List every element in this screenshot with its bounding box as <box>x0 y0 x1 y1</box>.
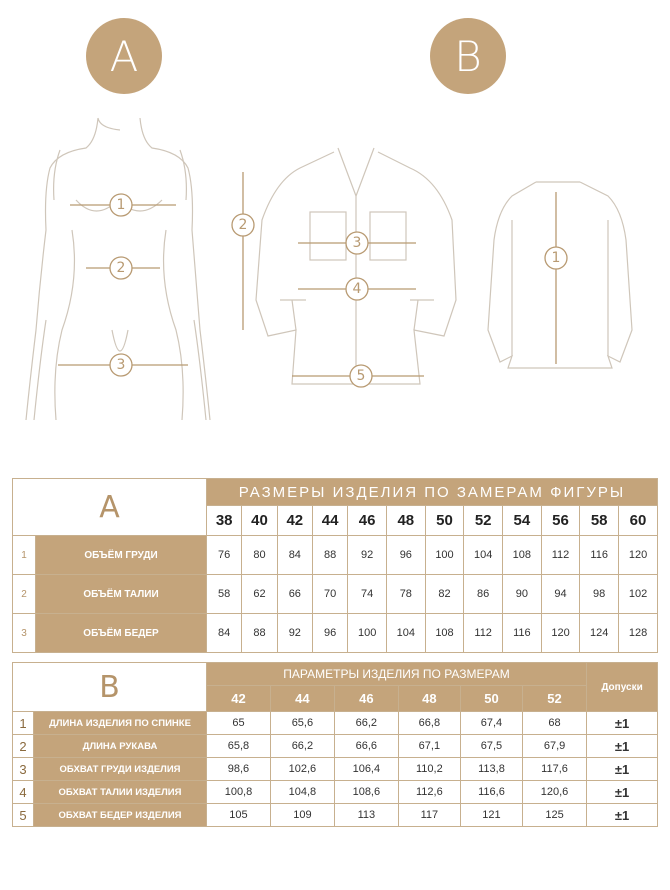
shirt-back-illustration <box>488 182 632 368</box>
table-cell: 66,6 <box>334 735 398 758</box>
table-cell: 74 <box>348 575 387 614</box>
table-garment-parameters <box>12 662 658 827</box>
svg-text:1: 1 <box>116 197 126 213</box>
table-cell: 116 <box>580 536 619 575</box>
table-a-title: РАЗМЕРЫ ИЗДЕЛИЯ ПО ЗАМЕРАМ ФИГУРЫ <box>207 479 658 506</box>
table-body-measurements <box>12 478 658 653</box>
table-cell: 66,2 <box>270 735 334 758</box>
shirt-front-marker-2 <box>232 214 254 236</box>
table-cell: 84 <box>277 536 312 575</box>
table-cell: 108 <box>425 614 464 653</box>
table-cell: 80 <box>242 536 277 575</box>
tolerance-cell: ±1 <box>587 804 658 827</box>
table-cell: 116 <box>503 614 542 653</box>
shirt-back-marker-1 <box>545 247 567 269</box>
size-header: 44 <box>312 506 347 536</box>
table-cell: 106,4 <box>334 758 398 781</box>
table-cell: 117,6 <box>523 758 587 781</box>
table-cell: 120 <box>619 536 658 575</box>
shirt-front-marker-3 <box>346 232 368 254</box>
size-header: 58 <box>580 506 619 536</box>
table-cell: 66,2 <box>334 712 398 735</box>
row-number: 4 <box>13 781 34 804</box>
table-cell: 90 <box>503 575 542 614</box>
shirt-front-illustration <box>256 148 456 384</box>
table-row <box>13 735 658 758</box>
table-cell: 120,6 <box>523 781 587 804</box>
table-cell: 105 <box>207 804 271 827</box>
svg-text:4: 4 <box>352 281 362 297</box>
table-row <box>13 804 658 827</box>
size-header: 50 <box>460 686 522 712</box>
size-header: 52 <box>523 686 587 712</box>
size-header: 42 <box>207 686 271 712</box>
table-cell: 98,6 <box>207 758 271 781</box>
size-header: 48 <box>398 686 460 712</box>
tolerance-cell: ±1 <box>587 735 658 758</box>
body-marker-2 <box>110 257 132 279</box>
size-header: 46 <box>334 686 398 712</box>
table-cell: 66 <box>277 575 312 614</box>
row-number: 3 <box>13 758 34 781</box>
tolerance-header: Допуски <box>587 663 658 712</box>
row-label: ОБХВАТ ТАЛИИ ИЗДЕЛИЯ <box>34 781 207 804</box>
table-cell: 94 <box>541 575 580 614</box>
table-cell: 58 <box>207 575 242 614</box>
table-cell: 117 <box>398 804 460 827</box>
row-number: 3 <box>13 614 36 653</box>
row-number: 1 <box>13 536 36 575</box>
row-label: ОБЪЁМ БЕДЕР <box>36 614 207 653</box>
shirt-front-marker-5 <box>350 365 372 387</box>
row-label: ДЛИНА РУКАВА <box>34 735 207 758</box>
table-cell: 121 <box>460 804 522 827</box>
svg-text:2: 2 <box>116 260 126 276</box>
size-header: 56 <box>541 506 580 536</box>
svg-text:5: 5 <box>356 368 366 384</box>
body-marker-1 <box>110 194 132 216</box>
table-cell: 110,2 <box>398 758 460 781</box>
table-cell: 92 <box>348 536 387 575</box>
svg-text:3: 3 <box>352 235 362 251</box>
table-cell: 67,5 <box>460 735 522 758</box>
table-cell: 104,8 <box>270 781 334 804</box>
size-header: 44 <box>270 686 334 712</box>
table-cell: 112,6 <box>398 781 460 804</box>
row-label: ОБЪЁМ ГРУДИ <box>36 536 207 575</box>
row-number: 1 <box>13 712 34 735</box>
table-cell: 82 <box>425 575 464 614</box>
table-cell: 104 <box>386 614 425 653</box>
size-header: 46 <box>348 506 387 536</box>
table-b-letter: B <box>13 663 207 712</box>
table-cell: 108,6 <box>334 781 398 804</box>
table-cell: 100,8 <box>207 781 271 804</box>
row-label: ОБХВАТ БЕДЕР ИЗДЕЛИЯ <box>34 804 207 827</box>
table-cell: 65,8 <box>207 735 271 758</box>
table-cell: 76 <box>207 536 242 575</box>
table-cell: 67,9 <box>523 735 587 758</box>
size-header: 54 <box>503 506 542 536</box>
table-cell: 102,6 <box>270 758 334 781</box>
table-cell: 68 <box>523 712 587 735</box>
table-cell: 100 <box>348 614 387 653</box>
table-row <box>13 575 658 614</box>
size-header: 60 <box>619 506 658 536</box>
table-cell: 67,1 <box>398 735 460 758</box>
table-cell: 124 <box>580 614 619 653</box>
svg-text:1: 1 <box>551 250 561 266</box>
table-cell: 92 <box>277 614 312 653</box>
table-row <box>13 536 658 575</box>
row-label: ДЛИНА ИЗДЕЛИЯ ПО СПИНКЕ <box>34 712 207 735</box>
body-measure-lines <box>58 205 188 365</box>
table-cell: 113 <box>334 804 398 827</box>
table-cell: 112 <box>541 536 580 575</box>
table-cell: 65,6 <box>270 712 334 735</box>
table-row <box>13 712 658 735</box>
table-cell: 96 <box>386 536 425 575</box>
row-number: 2 <box>13 575 36 614</box>
body-marker-3 <box>110 354 132 376</box>
shirt-front-measure-lines <box>243 172 424 376</box>
table-cell: 112 <box>464 614 503 653</box>
table-cell: 113,8 <box>460 758 522 781</box>
size-header: 50 <box>425 506 464 536</box>
row-label: ОБХВАТ ГРУДИ ИЗДЕЛИЯ <box>34 758 207 781</box>
shirt-front-marker-4 <box>346 278 368 300</box>
table-cell: 88 <box>242 614 277 653</box>
table-cell: 128 <box>619 614 658 653</box>
table-cell: 116,6 <box>460 781 522 804</box>
table-cell: 78 <box>386 575 425 614</box>
table-cell: 70 <box>312 575 347 614</box>
tolerance-cell: ±1 <box>587 781 658 804</box>
table-cell: 88 <box>312 536 347 575</box>
table-a-letter: A <box>13 479 207 536</box>
table-row <box>13 781 658 804</box>
tolerance-cell: ±1 <box>587 758 658 781</box>
table-cell: 125 <box>523 804 587 827</box>
table-cell: 67,4 <box>460 712 522 735</box>
badge-a: A <box>86 18 162 94</box>
size-header: 38 <box>207 506 242 536</box>
table-cell: 109 <box>270 804 334 827</box>
table-cell: 96 <box>312 614 347 653</box>
table-cell: 84 <box>207 614 242 653</box>
table-cell: 102 <box>619 575 658 614</box>
table-cell: 100 <box>425 536 464 575</box>
size-header: 42 <box>277 506 312 536</box>
size-header: 40 <box>242 506 277 536</box>
table-cell: 98 <box>580 575 619 614</box>
svg-text:3: 3 <box>116 357 126 373</box>
table-cell: 65 <box>207 712 271 735</box>
table-row <box>13 758 658 781</box>
row-number: 5 <box>13 804 34 827</box>
table-b-title: ПАРАМЕТРЫ ИЗДЕЛИЯ ПО РАЗМЕРАМ <box>207 663 587 686</box>
table-row <box>13 614 658 653</box>
table-cell: 104 <box>464 536 503 575</box>
table-cell: 62 <box>242 575 277 614</box>
row-label: ОБЪЁМ ТАЛИИ <box>36 575 207 614</box>
table-cell: 86 <box>464 575 503 614</box>
svg-text:2: 2 <box>238 217 248 233</box>
size-header: 48 <box>386 506 425 536</box>
row-number: 2 <box>13 735 34 758</box>
badge-b: B <box>430 18 506 94</box>
table-cell: 108 <box>503 536 542 575</box>
size-header: 52 <box>464 506 503 536</box>
table-cell: 66,8 <box>398 712 460 735</box>
table-cell: 120 <box>541 614 580 653</box>
tolerance-cell: ±1 <box>587 712 658 735</box>
